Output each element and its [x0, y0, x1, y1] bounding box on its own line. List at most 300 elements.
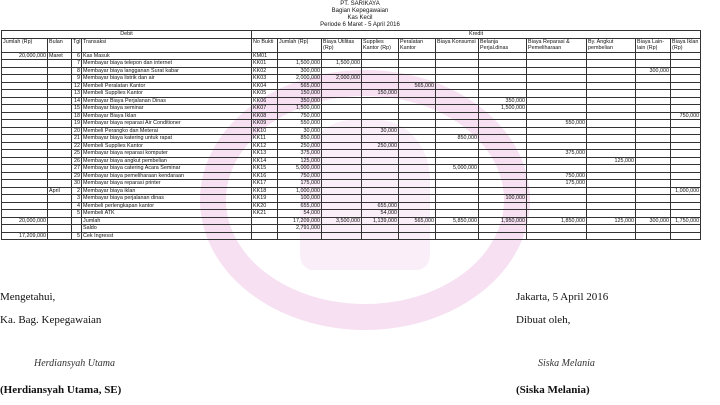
table-cell: [2, 105, 48, 113]
table-cell: Membayar Biaya Iklan: [82, 112, 252, 120]
table-cell: [479, 90, 527, 98]
table-cell: [479, 52, 527, 60]
table-cell: KK12: [252, 142, 278, 150]
table-cell: [671, 210, 701, 218]
table-cell: 100,000: [479, 195, 527, 203]
table-cell: 13: [72, 90, 82, 98]
table-cell: KK09: [252, 120, 278, 128]
table-cell: 350,000: [278, 97, 322, 105]
table-cell: [48, 112, 72, 120]
table-cell: 565,000: [399, 82, 436, 90]
table-cell: 350,000: [479, 97, 527, 105]
table-row: [2, 232, 701, 240]
table-cell: 4: [72, 202, 82, 210]
table-cell: [322, 105, 362, 113]
table-cell: [2, 82, 48, 90]
table-cell: 150,000: [278, 90, 322, 98]
table-cell: [636, 97, 671, 105]
table-cell: [671, 142, 701, 150]
table-row: [2, 202, 701, 210]
table-cell: [48, 202, 72, 210]
table-cell: KK07: [252, 105, 278, 113]
table-cell: [527, 60, 587, 68]
table-cell: [48, 75, 72, 83]
table-cell: 850,000: [436, 135, 479, 143]
table-cell: [636, 90, 671, 98]
table-cell: KK01: [252, 60, 278, 68]
table-cell: [362, 67, 399, 75]
table-cell: 17,209,000: [2, 232, 48, 240]
table-cell: [527, 135, 587, 143]
table-cell: [671, 127, 701, 135]
table-cell: [479, 210, 527, 218]
table-cell: [479, 135, 527, 143]
table-cell: [322, 165, 362, 173]
table-cell: [399, 202, 436, 210]
table-cell: [436, 195, 479, 203]
table-cell: 1,000,000: [278, 187, 322, 195]
table-cell: [436, 82, 479, 90]
table-row: [2, 127, 701, 135]
table-cell: [671, 165, 701, 173]
table-cell: 22: [72, 142, 82, 150]
table-cell: [479, 225, 527, 233]
table-cell: 250,000: [278, 142, 322, 150]
table-cell: Membeli perlengkapan kantor: [82, 202, 252, 210]
table-cell: KK14: [252, 157, 278, 165]
table-cell: 12: [72, 82, 82, 90]
place-date: Jakarta, 5 April 2016: [516, 291, 609, 303]
table-cell: [399, 142, 436, 150]
table-cell: [2, 142, 48, 150]
table-cell: [322, 195, 362, 203]
table-cell: Membayar biaya listrik dan air: [82, 75, 252, 83]
table-cell: KM01: [252, 52, 278, 60]
table-cell: 1,500,000: [278, 60, 322, 68]
table-cell: [527, 97, 587, 105]
table-cell: KK08: [252, 112, 278, 120]
table-cell: [322, 225, 362, 233]
table-cell: 1,139,000: [362, 217, 399, 225]
table-cell: [671, 150, 701, 158]
table-cell: 565,000: [278, 82, 322, 90]
column-header-row: [2, 38, 701, 52]
table-cell: [587, 165, 636, 173]
table-cell: [436, 127, 479, 135]
table-cell: [322, 90, 362, 98]
table-cell: [362, 60, 399, 68]
table-cell: [527, 75, 587, 83]
document-header: [0, 1, 720, 29]
table-cell: [362, 157, 399, 165]
table-cell: [671, 202, 701, 210]
table-row: [2, 195, 701, 203]
table-cell: [636, 75, 671, 83]
table-cell: 20,000,000: [2, 52, 48, 60]
table-cell: [436, 75, 479, 83]
table-cell: [322, 202, 362, 210]
table-cell: [587, 90, 636, 98]
table-cell: [479, 112, 527, 120]
table-cell: KK11: [252, 135, 278, 143]
table-cell: [322, 142, 362, 150]
table-cell: [322, 120, 362, 128]
table-cell: [636, 127, 671, 135]
column-header: Biaya Lain-lain (Rp): [636, 38, 671, 52]
table-cell: [587, 172, 636, 180]
table-row: [2, 52, 701, 60]
table-cell: [399, 75, 436, 83]
table-cell: [671, 75, 701, 83]
table-cell: [671, 195, 701, 203]
table-cell: 7: [72, 60, 82, 68]
table-cell: [399, 97, 436, 105]
table-cell: [587, 210, 636, 218]
table-cell: [671, 90, 701, 98]
table-cell: 1,750,000: [671, 217, 701, 225]
table-cell: [278, 232, 322, 240]
table-cell: [587, 202, 636, 210]
table-cell: [399, 60, 436, 68]
column-header: By. Angkut pembelian: [587, 38, 636, 52]
table-cell: 30,000: [278, 127, 322, 135]
table-row: [2, 60, 701, 68]
table-cell: [587, 135, 636, 143]
table-cell: 17,209,000: [278, 217, 322, 225]
table-cell: [322, 52, 362, 60]
table-row: [2, 120, 701, 128]
known-label: Mengetahui,: [0, 291, 56, 303]
table-cell: 1,500,000: [479, 105, 527, 113]
table-cell: 250,000: [362, 142, 399, 150]
table-cell: 54,000: [278, 210, 322, 218]
table-cell: [671, 67, 701, 75]
table-cell: KK04: [252, 82, 278, 90]
table-cell: [527, 210, 587, 218]
table-cell: [436, 120, 479, 128]
table-cell: [587, 180, 636, 188]
table-cell: [399, 52, 436, 60]
table-cell: Membeli ATK: [82, 210, 252, 218]
table-cell: [636, 60, 671, 68]
table-cell: Maret: [48, 52, 72, 60]
table-cell: [48, 97, 72, 105]
table-cell: [671, 135, 701, 143]
table-cell: 375,000: [527, 150, 587, 158]
table-row: [2, 105, 701, 113]
table-cell: 3: [72, 195, 82, 203]
known-signature: Herdiansyah Utama: [34, 358, 116, 369]
table-cell: [322, 232, 362, 240]
table-cell: 5,000,000: [436, 165, 479, 173]
table-cell: 300,000: [636, 217, 671, 225]
table-cell: [527, 202, 587, 210]
table-cell: 1,950,000: [479, 217, 527, 225]
table-cell: [2, 127, 48, 135]
table-cell: [436, 180, 479, 188]
table-cell: [636, 202, 671, 210]
table-cell: KK18: [252, 187, 278, 195]
table-cell: [527, 82, 587, 90]
table-cell: [436, 60, 479, 68]
table-cell: [322, 82, 362, 90]
table-cell: 19: [72, 120, 82, 128]
column-header: Biaya Iklan (Rp): [671, 38, 701, 52]
table-cell: [671, 82, 701, 90]
table-cell: [362, 75, 399, 83]
table-cell: [399, 225, 436, 233]
table-cell: [48, 150, 72, 158]
company-name: PT. SARIKAYA: [340, 1, 380, 7]
table-cell: KK15: [252, 165, 278, 173]
table-cell: [252, 232, 278, 240]
table-cell: [72, 217, 82, 225]
table-row: [2, 217, 701, 225]
table-cell: 30,000: [362, 127, 399, 135]
table-cell: [399, 232, 436, 240]
table-cell: [587, 67, 636, 75]
table-cell: [479, 82, 527, 90]
table-cell: [322, 210, 362, 218]
table-cell: [399, 187, 436, 195]
table-cell: [636, 82, 671, 90]
table-cell: 125,000: [278, 157, 322, 165]
table-row: [2, 112, 701, 120]
table-cell: [399, 210, 436, 218]
table-cell: [636, 165, 671, 173]
column-header: Jumlah (Rp): [2, 38, 48, 52]
table-cell: [48, 157, 72, 165]
table-cell: [587, 232, 636, 240]
table-cell: 750,000: [671, 112, 701, 120]
table-cell: [48, 60, 72, 68]
table-cell: [527, 127, 587, 135]
table-cell: [48, 90, 72, 98]
table-row: [2, 67, 701, 75]
table-cell: 100,000: [278, 195, 322, 203]
made-label: Dibuat oleh,: [516, 314, 571, 326]
table-cell: 375,000: [278, 150, 322, 158]
table-cell: [2, 225, 48, 233]
table-cell: [587, 225, 636, 233]
table-cell: [636, 112, 671, 120]
table-cell: [436, 225, 479, 233]
made-name: (Siska Melania): [516, 384, 590, 396]
debit-label: Debit: [2, 31, 252, 39]
table-cell: Membayar biaya pemeliharaan kendaraan: [82, 172, 252, 180]
table-cell: [636, 150, 671, 158]
known-name: (Herdiansyah Utama, SE): [0, 384, 122, 396]
table-cell: [2, 165, 48, 173]
table-row: [2, 97, 701, 105]
table-cell: 5: [72, 232, 82, 240]
table-cell: KK03: [252, 75, 278, 83]
table-row: [2, 180, 701, 188]
table-cell: 2,791,000: [278, 225, 322, 233]
table-cell: [2, 210, 48, 218]
table-cell: Membayar biaya reparasi Air Conditioner: [82, 120, 252, 128]
column-header: Supplies Kantor (Rp): [362, 38, 399, 52]
table-cell: [2, 120, 48, 128]
table-cell: 125,000: [587, 217, 636, 225]
table-cell: [527, 90, 587, 98]
table-cell: Membayar biaya katering untuk rapat: [82, 135, 252, 143]
table-cell: [479, 150, 527, 158]
table-cell: 15: [72, 105, 82, 113]
table-row: [2, 150, 701, 158]
table-cell: [527, 187, 587, 195]
table-cell: Membeli Supplies Kantor: [82, 90, 252, 98]
table-cell: [399, 90, 436, 98]
table-cell: Membeli Supplies Kantor: [82, 142, 252, 150]
table-cell: [636, 142, 671, 150]
table-cell: [399, 120, 436, 128]
table-cell: [479, 187, 527, 195]
table-row: [2, 135, 701, 143]
table-cell: KK21: [252, 210, 278, 218]
table-cell: [48, 165, 72, 173]
table-cell: [587, 127, 636, 135]
table-cell: [479, 67, 527, 75]
table-cell: [671, 172, 701, 180]
table-cell: [322, 97, 362, 105]
table-cell: 18: [72, 112, 82, 120]
table-cell: Membayar biaya reparasi komputer: [82, 150, 252, 158]
table-cell: 300,000: [636, 67, 671, 75]
table-cell: [322, 157, 362, 165]
table-cell: Jumlah: [82, 217, 252, 225]
document-period: Periode 6 Maret - 5 April 2016: [320, 22, 400, 28]
table-cell: [2, 187, 48, 195]
table-cell: Membeli Peralatan Kantor: [82, 82, 252, 90]
table-cell: [527, 225, 587, 233]
table-cell: 1,000,000: [671, 187, 701, 195]
table-cell: 3,500,000: [322, 217, 362, 225]
table-cell: 27: [72, 165, 82, 173]
table-cell: [636, 187, 671, 195]
table-cell: 29: [72, 172, 82, 180]
table-cell: 1,500,000: [322, 60, 362, 68]
table-cell: [479, 172, 527, 180]
table-row: [2, 82, 701, 90]
table-cell: [48, 172, 72, 180]
table-cell: [362, 172, 399, 180]
table-cell: [527, 142, 587, 150]
table-cell: 750,000: [278, 172, 322, 180]
table-cell: [2, 195, 48, 203]
table-cell: [479, 157, 527, 165]
table-cell: 54,000: [362, 210, 399, 218]
table-cell: Saldo: [82, 225, 252, 233]
table-cell: [362, 150, 399, 158]
table-cell: [362, 105, 399, 113]
table-cell: 150,000: [362, 90, 399, 98]
table-cell: [399, 195, 436, 203]
table-cell: 300,000: [278, 67, 322, 75]
table-row: [2, 142, 701, 150]
table-cell: Membayar biaya telepon dan internet: [82, 60, 252, 68]
table-cell: [671, 180, 701, 188]
table-cell: [399, 105, 436, 113]
table-cell: [2, 67, 48, 75]
known-role: Ka. Bag. Kepegawaian: [0, 314, 102, 326]
table-cell: [527, 105, 587, 113]
table-row: [2, 90, 701, 98]
column-header: Biaya Konsumsi: [436, 38, 479, 52]
table-cell: 750,000: [278, 112, 322, 120]
table-cell: [48, 105, 72, 113]
table-cell: Membayar biaya langganan Surat kabar: [82, 67, 252, 75]
table-cell: [252, 217, 278, 225]
table-cell: [2, 180, 48, 188]
table-cell: 550,000: [278, 120, 322, 128]
table-cell: Membayar biaya seminar: [82, 105, 252, 113]
table-cell: [2, 60, 48, 68]
table-cell: [48, 225, 72, 233]
table-cell: 2,000,000: [322, 75, 362, 83]
table-cell: [48, 67, 72, 75]
table-cell: [636, 157, 671, 165]
table-cell: [2, 172, 48, 180]
table-cell: 8: [72, 67, 82, 75]
table-cell: [587, 52, 636, 60]
table-cell: [322, 67, 362, 75]
column-header: No Bukti: [252, 38, 278, 52]
table-cell: [436, 52, 479, 60]
table-cell: [587, 142, 636, 150]
column-header: Biaya Reparasi & Pemeliharaan: [527, 38, 587, 52]
table-cell: [587, 75, 636, 83]
table-cell: 9: [72, 75, 82, 83]
column-header: Tgl: [72, 38, 82, 52]
table-cell: [436, 105, 479, 113]
table-cell: Membayar biaya perjalanan dinas: [82, 195, 252, 203]
table-cell: [322, 135, 362, 143]
table-cell: [399, 172, 436, 180]
table-cell: [436, 97, 479, 105]
table-cell: [278, 52, 322, 60]
table-cell: [362, 82, 399, 90]
table-cell: Cek Ingresst: [82, 232, 252, 240]
table-cell: [587, 60, 636, 68]
table-cell: [2, 157, 48, 165]
table-cell: [362, 232, 399, 240]
table-cell: [2, 202, 48, 210]
table-cell: [2, 112, 48, 120]
table-cell: [436, 232, 479, 240]
table-row: [2, 157, 701, 165]
table-cell: [479, 165, 527, 173]
table-cell: 14: [72, 97, 82, 105]
table-cell: [436, 112, 479, 120]
table-cell: Membayar biaya catering Acara Seminar: [82, 165, 252, 173]
table-cell: [362, 165, 399, 173]
table-cell: [527, 195, 587, 203]
table-cell: [671, 105, 701, 113]
table-cell: [479, 202, 527, 210]
table-row: [2, 165, 701, 173]
table-cell: [527, 165, 587, 173]
table-cell: [399, 157, 436, 165]
table-row: [2, 210, 701, 218]
table-cell: [322, 180, 362, 188]
table-cell: 5: [72, 210, 82, 218]
table-cell: [399, 112, 436, 120]
table-cell: KK17: [252, 180, 278, 188]
table-cell: [48, 180, 72, 188]
table-cell: [48, 127, 72, 135]
table-cell: [436, 67, 479, 75]
